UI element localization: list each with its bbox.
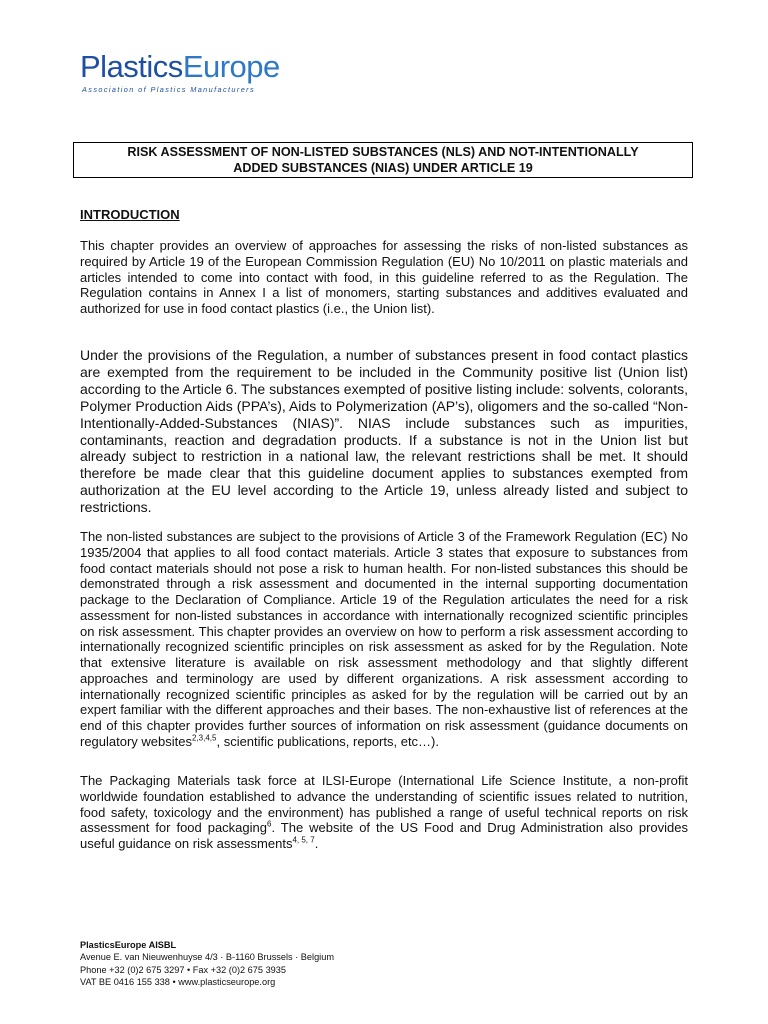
footer-address-block — [80, 939, 334, 988]
paragraph-4-reference-2: 4, 5, 7 — [292, 835, 315, 845]
paragraph-4-text: The Packaging Materials task force at ILSI-Europe (International Life Science Institute, a non-profit worldwide foundation established to advance the understanding of scientific issues related to nutrition, food safety, toxicology and the environment) has published a range of useful technical reports on risk assessment for food packaging — [80, 773, 688, 836]
paragraph-3 — [80, 529, 688, 750]
section-heading: INTRODUCTION — [80, 207, 180, 222]
plasticseurope-logo — [80, 50, 280, 94]
document-title-box — [73, 142, 693, 178]
paragraph-3-reference: 2,3,4,5 — [192, 733, 217, 743]
footer-organization: PlasticsEurope AISBL — [80, 940, 177, 950]
logo-name-part1: Plastics — [80, 49, 183, 84]
paragraph-4 — [80, 773, 688, 852]
footer-address: Avenue E. van Nieuwenhuyse 4/3 · B-1160 Brussels · Belgium — [80, 952, 334, 963]
document-title — [127, 144, 638, 176]
paragraph-3-text: The non-listed substances are subject to the provisions of Article 3 of the Framework Regulation (EC) No 1935/2004 that applies to all food contact materials. Article 3 states that exposure to substances from food contact materials should not pose a risk to human health. For non-listed substances this should be demonstrated through a risk assessment and documented in the internal supporting documentation package to the Declaration of Compliance. Article 19 of the Regulation articulates the need for a risk assessment for non-listed substances in accordance with internationally recognized scientific principles on risk assessment. This chapter provides an overview on how to perform a risk assessment according to internationally recognized scientific principles on risk assessment as asked for by the Regulation. Note that extensive literature is available on risk assessment methodology and that slightly different approaches and terminology are used by different organizations. A risk assessment according to internationally recognized scientific principles as asked for by the regulation will be carried out by an expert familiar with the different approaches and their bases. The non-exhaustive list of references at the end of this chapter provides further sources of information on risk assessment (guidance documents on regulatory websites — [80, 529, 688, 749]
document-title-line1: RISK ASSESSMENT OF NON-LISTED SUBSTANCES (NLS) AND NOT-INTENTIONALLY — [127, 145, 639, 159]
paragraph-4-end: . — [314, 836, 319, 851]
paragraph-4-middle: . The website of the US Food and Drug Administration also provides useful guidance on risk assessments — [80, 820, 688, 851]
document-title-line2: ADDED SUBSTANCES (NIAS) UNDER ARTICLE 19 — [233, 161, 533, 175]
paragraph-3-end: , scientific publications, reports, etc…). — [216, 733, 439, 749]
paragraph-2: Under the provisions of the Regulation, a number of substances present in food contact plastics are exempted from the requirement to be included in the Community positive list (Union list) according to the Article 6. The substances exempted of positive listing include: solvents, colorants, Polymer Production Aids (PPA’s), Aids to Polymerization (AP’s), oligomers and the so-called “Non-Intentionally-Added-Substances (NIAS)”. NIAS include substances such as impurities, contaminants, reaction and degradation products. If a substance is not in the Union list but already subject to restriction in a national law, the relevant restrictions shall be met. It should therefore be made clear that this guideline document applies to substances exempted from authorization at the EU level according to the Article 19, unless already listed and subject to restrictions. — [80, 347, 688, 516]
logo-wordmark — [80, 50, 280, 84]
paragraph-4-reference-1: 6 — [267, 819, 272, 829]
footer-phone-fax: Phone +32 (0)2 675 3297 • Fax +32 (0)2 675 3935 — [80, 964, 287, 975]
logo-name-part2: Europe — [182, 49, 280, 84]
logo-tagline: Association of Plastics Manufacturers — [82, 85, 256, 94]
footer-vat-website: VAT BE 0416 155 338 • www.plasticseurope.org — [80, 976, 276, 987]
paragraph-1: This chapter provides an overview of approaches for assessing the risks of non-listed substances as required by Article 19 of the European Commission Regulation (EU) No 10/2011 on plastic materials and articles intended to come into contact with food, in this guideline referred to as the Regulation. The Regulation contains in Annex I a list of monomers, starting substances and additives evaluated and authorized for use in food contact plastics (i.e., the Union list). — [80, 238, 688, 316]
